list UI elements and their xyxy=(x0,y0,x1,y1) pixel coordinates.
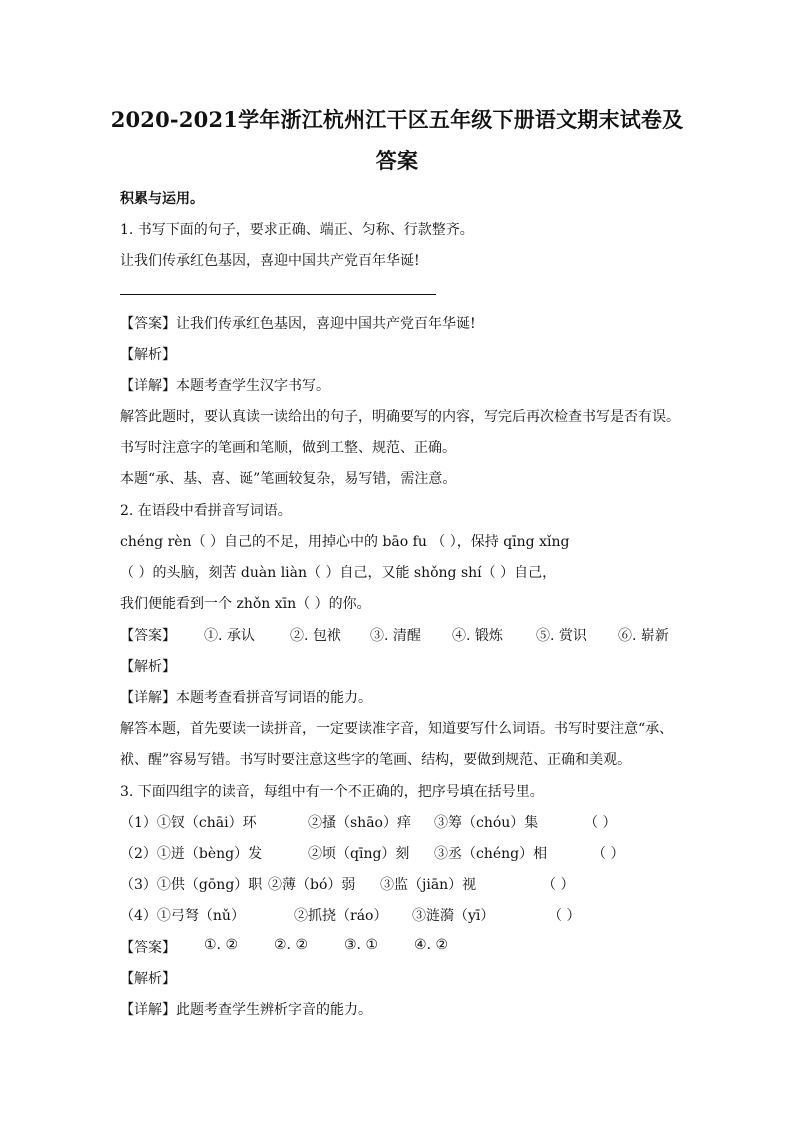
q2-answer-label: 【答案】 xyxy=(120,628,176,644)
section-heading: 积累与运用。 xyxy=(120,191,204,207)
q3-row-2-c: ③丞（chéng）相 xyxy=(434,846,548,862)
q3-row-1-c: ③筹（chóu）集 xyxy=(434,815,539,831)
q3-row-4-blank: （ ） xyxy=(548,908,581,924)
q3-analysis-label: 【解析】 xyxy=(120,971,176,987)
q3-answer-1: ①. ② xyxy=(204,937,239,953)
q2-analysis-label: 【解析】 xyxy=(120,659,176,675)
q3-answer-3: ③. ① xyxy=(344,937,379,953)
q3-question: 3. 下面四组字的读音，每组中有一个不正确的，把序号填在括号里。 xyxy=(120,784,544,800)
q3-row-2-blank: （ ） xyxy=(592,846,625,862)
q2-answer-4: ④. 锻炼 xyxy=(452,628,503,644)
q2-answer-5: ⑤. 赏识 xyxy=(536,628,587,644)
q3-answer-label: 【答案】 xyxy=(120,940,176,956)
q2-pinyin-line-1: chéng rèn（ ）自己的不足，用掉心中的 bāo fu （ ），保持 qīng xǐng xyxy=(120,534,570,550)
q3-row-3-a: （3）①供（gōng）职 xyxy=(120,877,263,893)
document-title-line-1: 2020-2021学年浙江杭州江干区五年级下册语文期末试卷及 xyxy=(110,107,684,132)
document-title-line-2: 答案 xyxy=(375,148,419,173)
q3-row-4-c: ③涟漪（yī） xyxy=(412,908,495,924)
q3-row-1-a: （1）①钗（chāi）环 xyxy=(120,815,257,831)
q3-row-3-c: ③监（jiān）视 xyxy=(380,877,477,893)
q3-row-1-b: ②搔（shāo）痒 xyxy=(308,815,411,831)
q3-detail: 【详解】此题考查学生辨析字音的能力。 xyxy=(120,1002,372,1018)
q3-answer-4: ④. ② xyxy=(414,937,449,953)
q3-row-4-a: （4）①弓弩（nǔ） xyxy=(120,908,245,924)
q2-answer-2: ②. 包袱 xyxy=(290,628,341,644)
q3-row-2-b: ②顷（qīng）刻 xyxy=(308,846,410,862)
q2-answer-6: ⑥. 崭新 xyxy=(618,628,669,644)
q2-question: 2. 在语段中看拼音写词语。 xyxy=(120,503,292,519)
q3-answer-2: ②. ② xyxy=(274,937,309,953)
q1-writing-line xyxy=(120,294,436,295)
q3-row-2-a: （2）①迸（bèng）发 xyxy=(120,846,263,862)
q2-paragraph-2: 袱、醒”容易写错。书写时要注意这些字的笔画、结构，要做到规范、正确和美观。 xyxy=(120,752,632,768)
q1-analysis-label: 【解析】 xyxy=(120,347,176,363)
q2-paragraph-1: 解答本题，首先要读一读拼音，一定要读准字音，知道要写什么词语。书写时要注意“承、 xyxy=(120,721,674,737)
q1-detail: 【详解】本题考查学生汉字书写。 xyxy=(120,378,330,394)
q2-answer-3: ③. 清醒 xyxy=(370,628,421,644)
q1-paragraph-1: 解答此题时，要认真读一读给出的句子，明确要写的内容，写完后再次检查书写是否有误。 xyxy=(120,409,680,425)
q3-row-3-blank: （ ） xyxy=(542,877,575,893)
q2-pinyin-line-3: 我们便能看到一个 zhǒn xīn（ ）的你。 xyxy=(120,596,371,612)
q3-row-4-b: ②抓挠（ráo） xyxy=(294,908,388,924)
q2-detail: 【详解】本题考查看拼音写词语的能力。 xyxy=(120,690,372,706)
q1-paragraph-3: 本题“承、基、喜、诞”笔画较复杂，易写错，需注意。 xyxy=(120,471,457,487)
q2-answer-1: ①. 承认 xyxy=(204,628,255,644)
q2-pinyin-line-2: （ ）的头脑，刻苦 duàn liàn（ ）自己，又能 shǒng shí（ ）自己， xyxy=(120,565,557,581)
q1-answer: 【答案】让我们传承红色基因，喜迎中国共产党百年华诞! xyxy=(120,316,476,332)
q3-row-3-b: ②薄（bó）弱 xyxy=(268,877,356,893)
q3-row-1-blank: （ ） xyxy=(584,815,617,831)
q1-paragraph-2: 书写时注意字的笔画和笔顺，做到工整、规范、正确。 xyxy=(120,440,456,456)
q1-sentence: 让我们传承红色基因，喜迎中国共产党百年华诞! xyxy=(120,253,420,269)
q1-question: 1. 书写下面的句子，要求正确、端正、匀称、行款整齐。 xyxy=(120,222,474,238)
